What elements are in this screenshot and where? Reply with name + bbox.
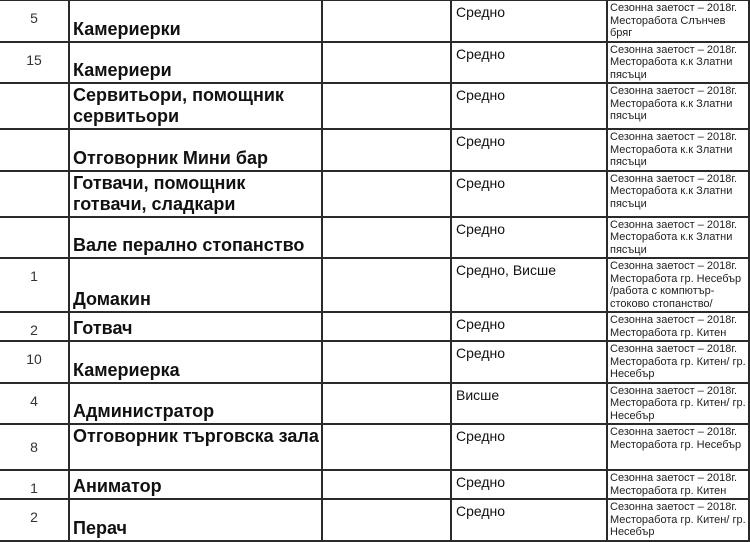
table-row [0,171,749,217]
count-cell [0,341,69,383]
position-count: 8 [30,439,38,455]
work-location: Месторабота гр. Китен [610,484,727,497]
table-row [0,258,749,312]
note-cell [607,424,749,470]
season-note: Сезонна заетост – 2018г. [610,85,738,97]
work-location: Месторабота гр. Китен/ гр. Несебър [610,397,746,422]
job-title: Аниматор [73,476,162,496]
education-cell [451,470,607,499]
empty-cell [322,499,451,541]
work-location: Месторабота гр. Китен/ гр. Несебър [610,513,746,538]
education-level: Средно [456,220,506,237]
title-cell [69,424,322,470]
education-cell [451,171,607,217]
education-cell [451,312,607,341]
work-location: Месторабота гр. Китен [610,326,727,339]
table-row [0,470,749,499]
education-level: Средно [456,45,506,62]
work-location: Месторабота гр. Несебър [610,438,742,451]
job-title: Камериери [73,60,172,80]
work-location: Месторабота к.к Златни пясъци [610,97,733,122]
empty-cell [322,312,451,341]
education-cell [451,83,607,129]
note-cell [607,0,749,42]
position-count: 4 [30,392,38,409]
education-level: Средно [456,474,506,490]
empty-cell [322,341,451,383]
season-note: Сезонна заетост – 2018г. [610,314,738,326]
education-level: Висше [456,386,500,403]
note-cell [607,341,749,383]
note-cell [607,171,749,217]
note-cell [607,42,749,84]
job-title: Готвачи, помощник готвачи, сладкари [73,172,246,214]
title-cell [69,129,322,171]
education-cell [451,383,607,425]
position-count: 2 [30,509,38,525]
position-count: 15 [26,51,42,68]
work-location: Месторабота гр. Несебър [610,272,742,285]
education-cell [451,217,607,259]
job-title: Готвач [73,318,133,338]
title-cell [69,470,322,499]
note-cell [607,312,749,341]
count-cell [0,312,69,341]
empty-cell [322,424,451,470]
season-note: Сезонна заетост – 2018г. [610,384,738,397]
title-cell [69,0,322,42]
work-location: Месторабота к.к Златни пясъци [610,56,733,81]
count-cell [0,499,69,541]
season-note: Сезонна заетост – 2018г. [610,2,738,14]
empty-cell [322,383,451,425]
job-title: Отговорник Мини бар [73,147,268,168]
table-row [0,424,749,470]
work-location: Месторабота Слънчев бряг [610,14,726,39]
education-level: Средно [456,316,506,332]
education-cell [451,0,607,42]
work-location: Месторабота к.к Златни пясъци [610,143,733,168]
empty-cell [322,470,451,499]
education-level: Средно [456,503,506,519]
title-cell [69,258,322,312]
title-cell [69,42,322,84]
count-cell [0,258,69,312]
title-cell [69,83,322,129]
season-note: Сезонна заетост – 2018г. [610,343,738,355]
position-count: 5 [30,10,38,26]
education-cell [451,42,607,84]
season-note: Сезонна заетост – 2018г. [610,472,738,484]
work-details: /работа с компютър-стоково стопанство/ [610,285,715,310]
count-cell [0,171,69,217]
note-cell [607,383,749,425]
note-cell [607,217,749,259]
table-row [0,42,749,84]
work-location: Месторабота к.к Златни пясъци [610,231,733,256]
title-cell [69,217,322,259]
count-cell [0,383,69,425]
note-cell [607,83,749,129]
title-cell [69,499,322,541]
note-cell [607,499,749,541]
table-row [0,217,749,259]
job-title: Камериерка [73,359,180,380]
table-row [0,383,749,425]
note-cell [607,470,749,499]
job-title: Перач [73,517,127,538]
education-level: Средно [456,174,506,191]
count-cell [0,470,69,499]
empty-cell [322,0,451,42]
position-count: 1 [30,480,38,496]
job-title: Сервитьори, помощник сервитьори [73,85,284,126]
education-cell [451,499,607,541]
education-cell [451,258,607,312]
title-cell [69,341,322,383]
table-row [0,0,749,42]
education-cell [451,424,607,470]
season-note: Сезонна заетост – 2018г. [610,43,738,56]
table-row [0,312,749,341]
count-cell [0,217,69,259]
job-title: Домакин [73,289,151,309]
count-cell [0,129,69,171]
position-count: 2 [30,322,38,338]
count-cell [0,0,69,42]
count-cell [0,83,69,129]
empty-cell [322,129,451,171]
table-row [0,499,749,541]
education-level: Средно [456,133,506,149]
empty-cell [322,258,451,312]
table-row [0,341,749,383]
count-cell [0,42,69,84]
table-row [0,129,749,171]
title-cell [69,312,322,341]
season-note: Сезонна заетост – 2018г. [610,426,738,438]
empty-cell [322,171,451,217]
job-title: Камериерки [73,18,181,39]
education-level: Средно [456,4,506,20]
season-note: Сезонна заетост – 2018г. [610,501,738,513]
note-cell [607,258,749,312]
empty-cell [322,42,451,84]
education-level: Средно, Висше [456,262,557,278]
title-cell [69,383,322,425]
job-title: Отговорник търговска зала [73,426,319,446]
education-level: Средно [456,345,506,361]
education-cell [451,341,607,383]
education-level: Средно [456,87,506,103]
job-title: Вале перално стопанство [73,235,305,255]
empty-cell [322,217,451,259]
season-note: Сезонна заетост – 2018г. [610,260,738,272]
empty-cell [322,83,451,129]
job-title: Администратор [73,401,215,421]
position-count: 10 [26,351,42,367]
count-cell [0,424,69,470]
work-location: Месторабота гр. Китен/ гр. Несебър [610,355,746,380]
season-note: Сезонна заетост – 2018г. [610,131,738,143]
education-cell [451,129,607,171]
season-note: Сезонна заетост – 2018г. [610,218,738,231]
work-location: Месторабота к.к Златни пясъци [610,185,733,210]
education-level: Средно [456,428,506,444]
title-cell [69,171,322,217]
position-count: 1 [30,268,38,284]
note-cell [607,129,749,171]
season-note: Сезонна заетост – 2018г. [610,172,738,185]
table-row [0,83,749,129]
